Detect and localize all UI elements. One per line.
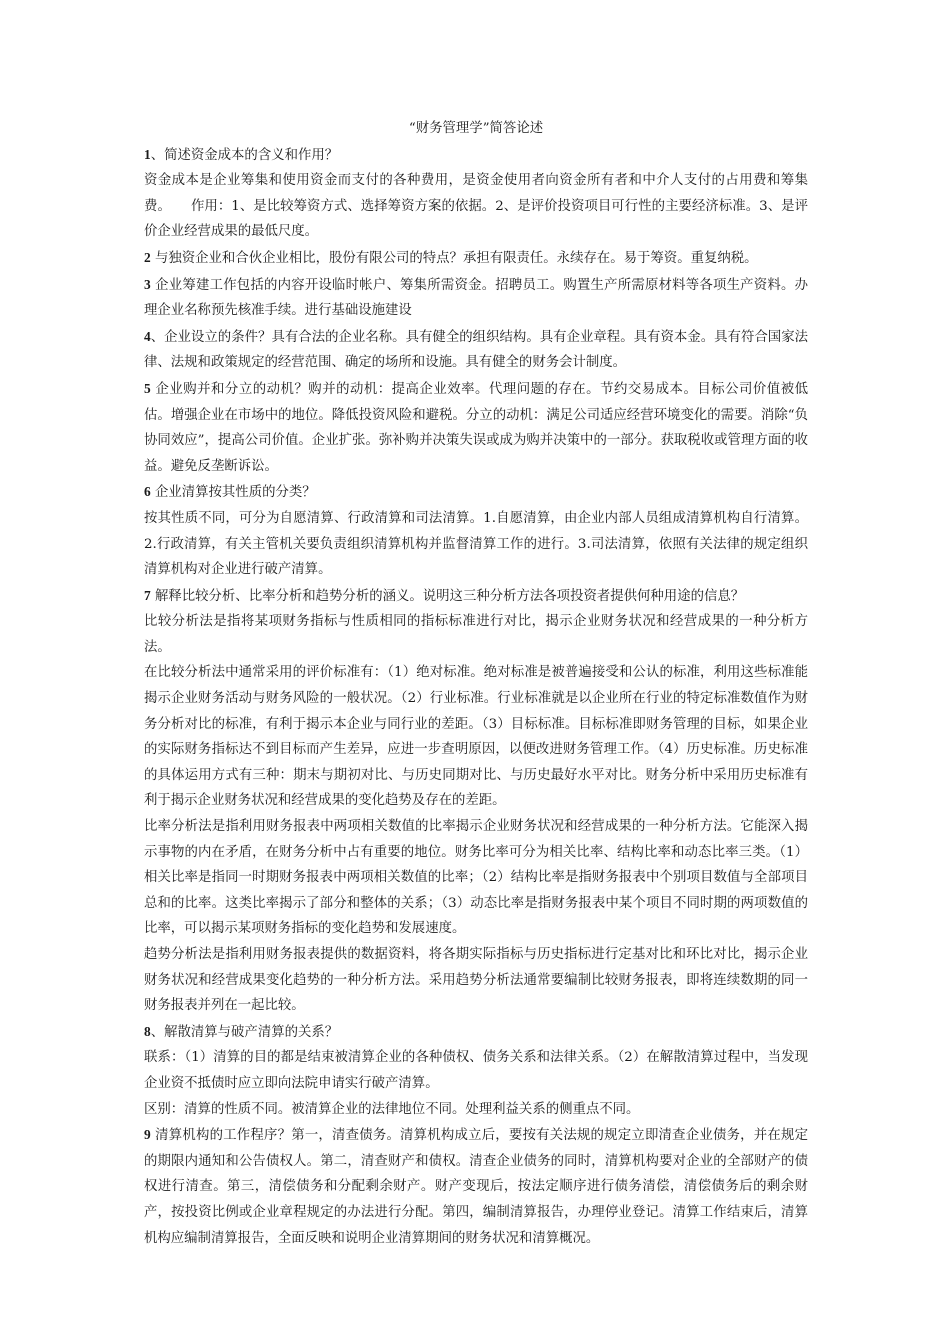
question-text: 解释比较分析、比率分析和趋势分析的涵义。说明这三种分析方法各项投资者提供何种用途的信息？ [150, 588, 745, 604]
answer-paragraph: 按其性质不同，可分为自愿清算、行政清算和司法清算。1.自愿清算，由企业内部人员组成清算机构自行清算。2.行政清算，有关主管机关要负责组织清算机构并监督清算工作的进行。3.司法清算，依照有关法律的规定组织清算机构对企业进行破产清算。 [144, 510, 808, 578]
question-2 [144, 245, 808, 272]
question-number: 8 [144, 1023, 151, 1039]
answer-paragraph: 联系：（1）清算的目的都是结束被清算企业的各种债权、债务关系和法律关系。（2）在解散清算过程中，当发现企业资不抵债时应立即向法院申请实行破产清算。 [144, 1050, 808, 1091]
question-number: 1 [144, 146, 151, 162]
answer-text: 作用：1、是比较筹资方式、选择筹资方案的依据。2、是评价投资项目可行性的主要经济标准。3、是评价企业经营成果的最低尺度。 [144, 198, 809, 240]
question-number: 3 [144, 276, 151, 292]
question-text: 企业清算按其性质的分类？ [150, 485, 316, 501]
question-9 [144, 1122, 808, 1251]
question-text: 、简述资金成本的含义和作用？ [150, 147, 339, 163]
question-number: 6 [144, 484, 151, 500]
question-text: 与独资企业和合伙企业相比，股份有限公司的特点？承担有限责任。永续存在。易于筹资。重复纳税。 [150, 250, 758, 266]
question-number: 4 [144, 328, 151, 344]
question-5 [144, 376, 808, 479]
question-7 [144, 583, 808, 610]
question-text: 企业筹建工作包括的内容开设临时帐户、筹集所需资金。招聘员工。购置生产所需原材料等各项生产资料。办理企业名称预先核准手续。进行基础设施建设 [144, 277, 808, 319]
document-page [144, 116, 808, 1251]
answer-paragraph: 比较分析法是指将某项财务指标与性质相同的指标标准进行对比，揭示企业财务状况和经营成果的一种分析方法。 [144, 614, 808, 655]
question-text: 、解散清算与破产清算的关系？ [150, 1024, 339, 1040]
document-title: “财务管理学”简答论述 [408, 121, 544, 136]
question-6 [144, 479, 808, 506]
answer-paragraph: 趋势分析法是指利用财务报表提供的数据资料，将各期实际指标与历史指标进行定基对比和环比对比，揭示企业财务状况和经营成果变化趋势的一种分析方法。采用趋势分析法通常要编制比较财务报表，即将连续数期的同一财务报表并列在一起比较。 [144, 947, 808, 1014]
answer-text: 资金成本是企业筹集和使用资金而支付的各种费用，是资金使用者向资金所有者和中介人支付的占用费和筹集费。 [144, 173, 808, 214]
answer-paragraph: 在比较分析法中通常采用的评价标准有：（1）绝对标准。绝对标准是被普遍接受和公认的标准，利用这些标准能揭示企业财务活动与财务风险的一般状况。（2）行业标准。行业标准就是以企业所在行业的特定标准数值作为财务分析对比的标准，有利于揭示本企业与同行业的差距。（3）目标标准。目标标准即财务管理的目标，如果企业的实际财务指标达不到目标而产生差异，应进一步查明原因，以便改进财务管理工作。（4）历史标准。历史标准的具体运用方式有三种：期末与期初对比、与历史同期对比、与历史最好水平对比。财务分析中采用历史标准有利于揭示企业财务状况和经营成果的变化趋势及存在的差距。 [144, 665, 808, 809]
question-number: 7 [144, 587, 151, 603]
answer-paragraph: 比率分析法是指利用财务报表中两项相关数值的比率揭示企业财务状况和经营成果的一种分析方法。它能深入揭示事物的内在矛盾，在财务分析中占有重要的地位。财务比率可分为相关比率、结构比率和动态比率三类。（1）相关比率是指同一时期财务报表中两项相关数值的比率；（2）结构比率是指财务报表中个别项目数值与全部项目总和的比率。这类比率揭示了部分和整体的关系；（3）动态比率是指财务报表中某个项目不同时期的两项数值的比率，可以揭示某项财务指标的变化趋势和发展速度。 [144, 819, 808, 937]
question-number: 9 [144, 1127, 151, 1143]
answer-paragraph: 区别：清算的性质不同。被清算企业的法律地位不同。处理利益关系的侧重点不同。 [144, 1101, 640, 1117]
question-text: 、企业设立的条件？具有合法的企业名称。具有健全的组织结构。具有企业章程。具有资本金。具有符合国家法律、法规和政策规定的经营范围、确定的场所和设施。具有健全的财务会计制度。 [144, 329, 808, 371]
question-text: 企业购并和分立的动机？购并的动机：提高企业效率。代理问题的存在。节约交易成本。目标公司价值被低估。增强企业在市场中的地位。降低投资风险和避税。分立的动机：满足公司适应经营环境变化的需要。消除“负协同效应”，提高公司价值。企业扩张。弥补购并决策失误或成为购并决策中的一部分。获取税收或管理方面的收益。避免反垄断诉讼。 [144, 381, 808, 474]
question-8 [144, 1019, 808, 1046]
question-number: 2 [144, 249, 151, 265]
question-text: 清算机构的工作程序？第一，清查债务。清算机构成立后，要按有关法规的规定立即清查企业债务，并在规定的期限内通知和公告债权人。第二，清查财产和债权。清查企业债务的同时，清算机构要对企业的全部财产的债权进行清查。第三，清偿债务和分配剩余财产。财产变现后，按法定顺序进行债务清偿，清偿债务后的剩余财产，按投资比例或企业章程规定的办法进行分配。第四，编制清算报告，办理停业登记。清算工作结束后，清算机构应编制清算报告，全面反映和说明企业清算期间的财务状况和清算概况。 [144, 1128, 808, 1246]
answer-paragraph [144, 168, 808, 245]
question-number: 5 [144, 380, 151, 396]
question-4 [144, 324, 808, 376]
question-3 [144, 272, 808, 324]
question-1 [144, 142, 808, 169]
